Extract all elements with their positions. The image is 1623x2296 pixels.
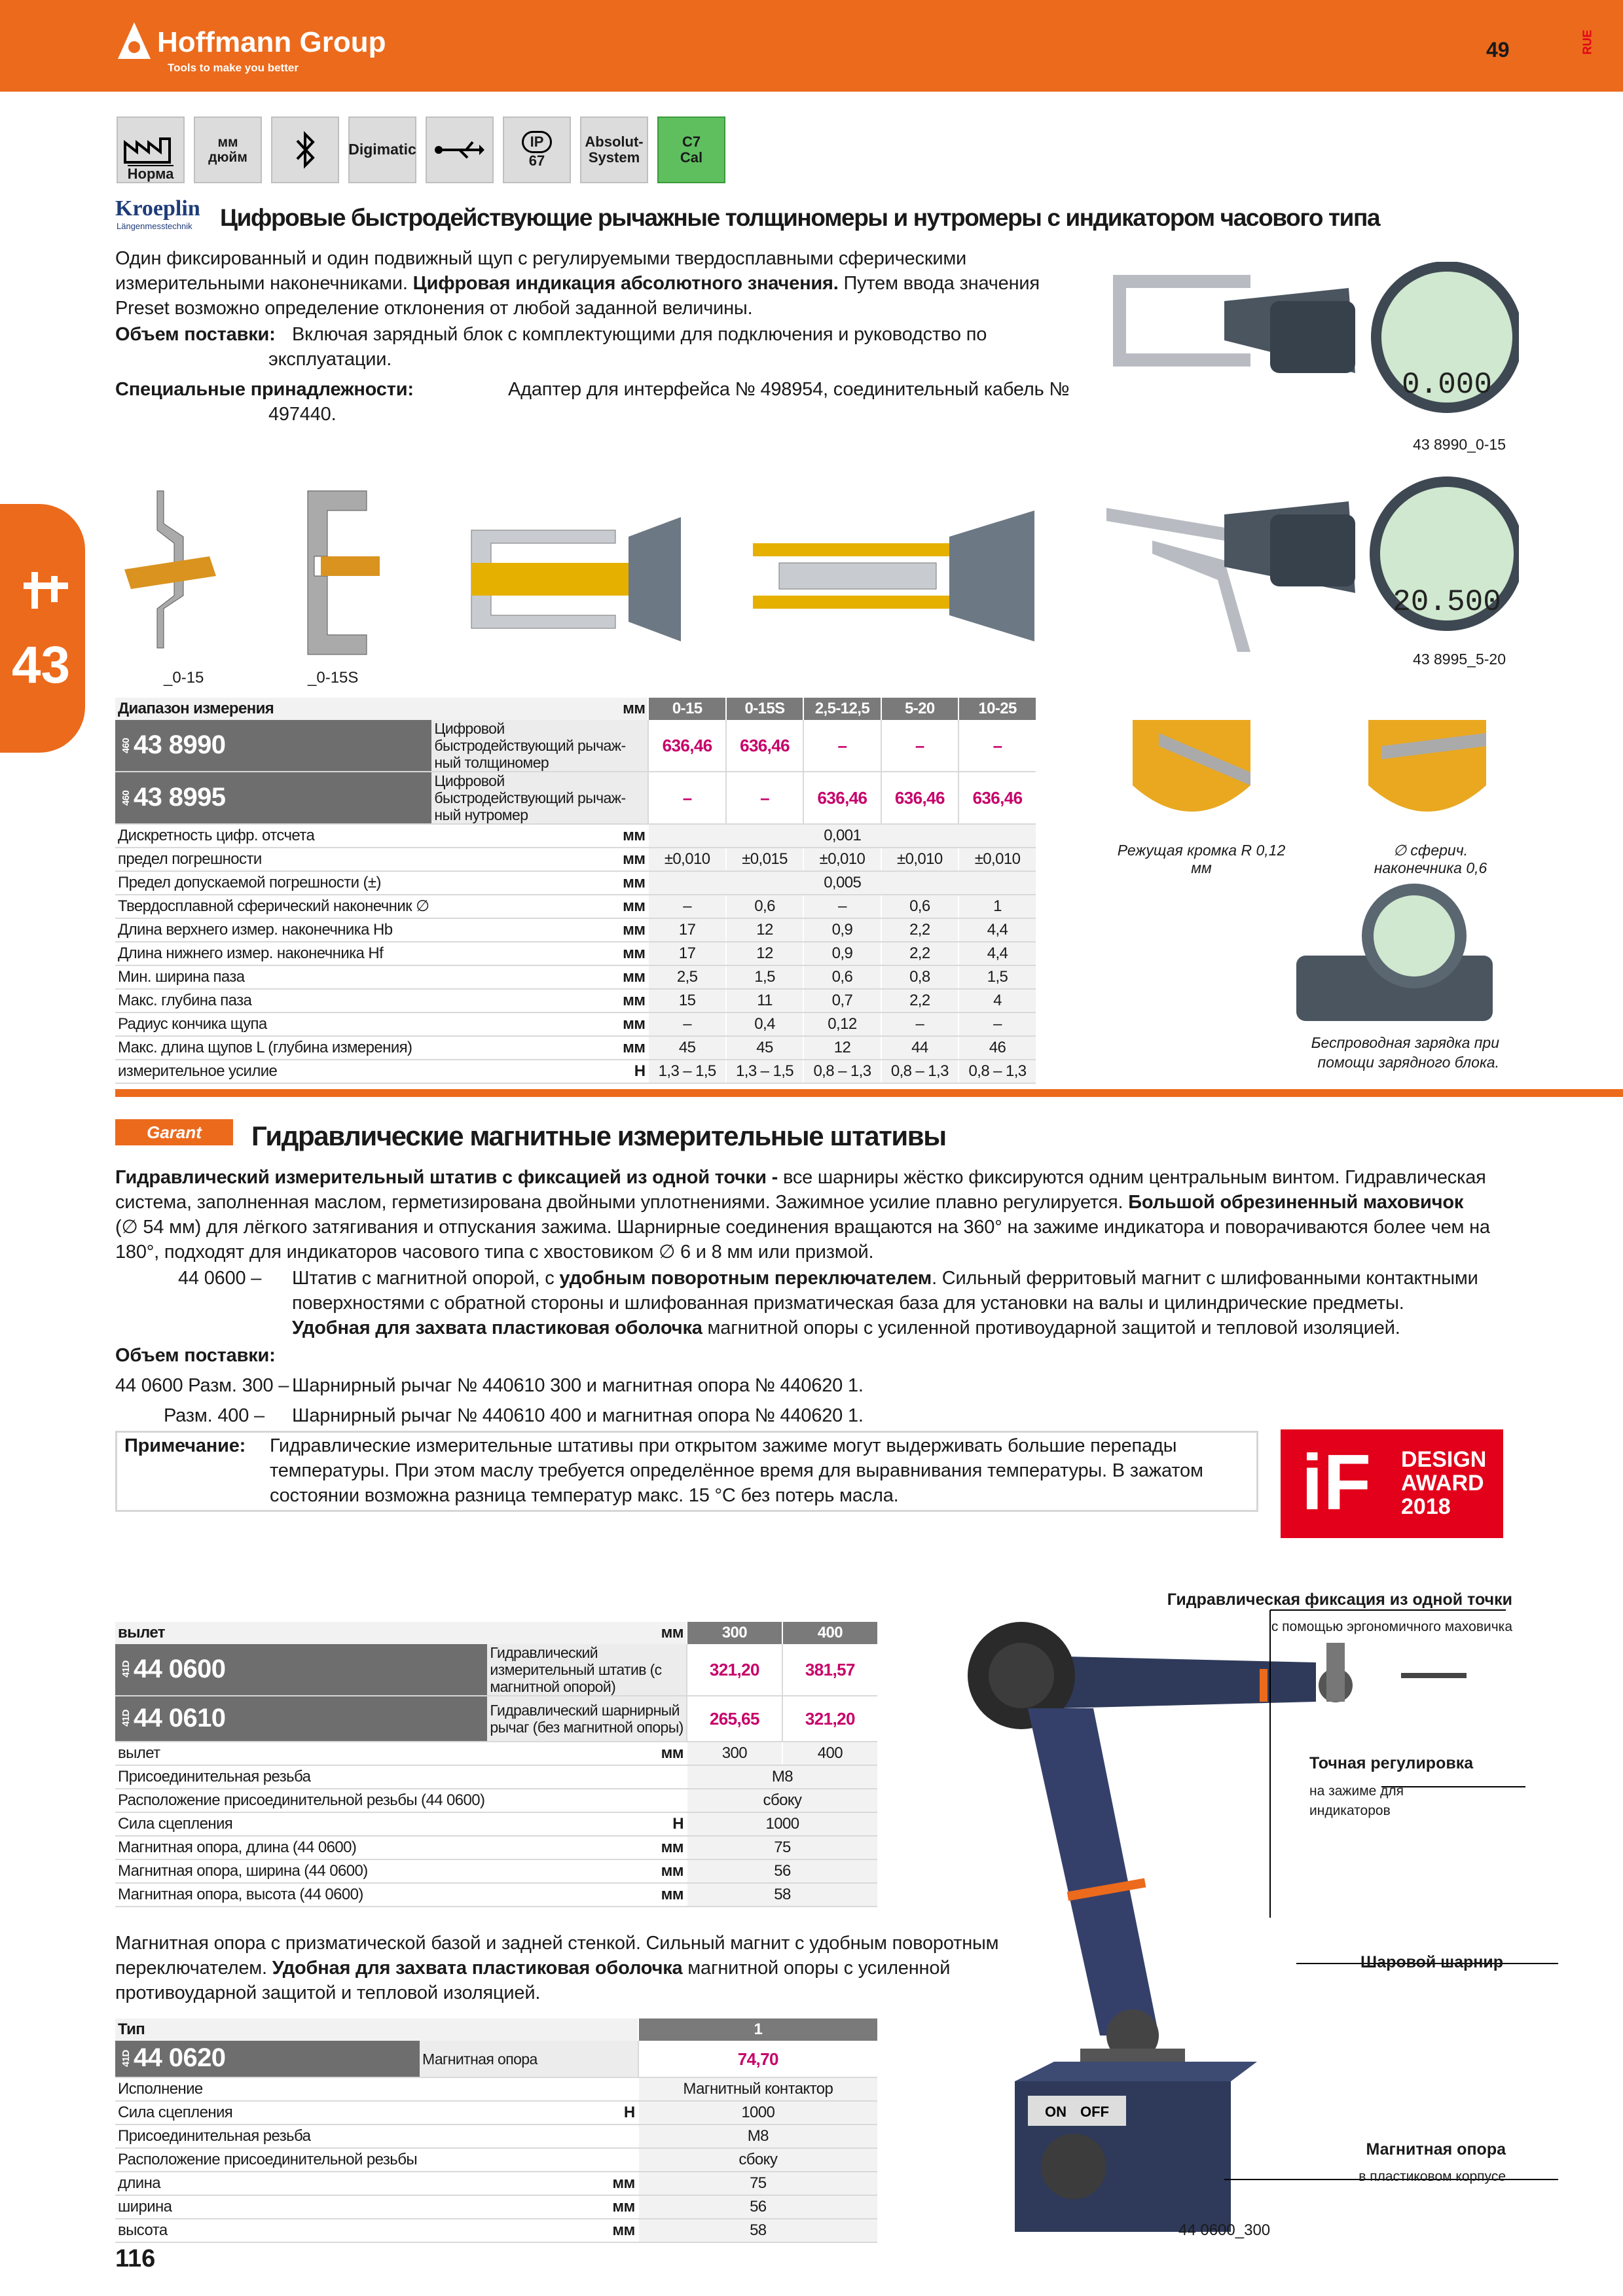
- page-number-bottom: 116: [115, 2245, 156, 2272]
- digimatic-icon: Digimatic: [348, 117, 416, 183]
- row-value: ±0,010: [648, 848, 725, 871]
- row-value: 0,8 – 1,3: [958, 1060, 1036, 1083]
- callout-2-sub: на зажиме для индикаторов: [1309, 1784, 1404, 1818]
- supply-line-1-text: Шарнирный рычаг № 440610 300 и магнитная опора № 440620 1.: [292, 1375, 864, 1396]
- row-value: 0,6: [803, 965, 881, 989]
- table-row: [115, 989, 1036, 1013]
- price-cell: 381,57: [782, 1644, 877, 1696]
- row-unit: Н: [420, 2101, 638, 2125]
- price-cell: –: [726, 772, 803, 824]
- table-row: [115, 942, 1036, 965]
- row-label: Радиус кончика щупа: [115, 1013, 431, 1036]
- units-icon: мм дюйм: [194, 117, 262, 183]
- table-row: [115, 848, 1036, 871]
- price-cell: –: [958, 720, 1036, 772]
- row-value: 56: [638, 2195, 877, 2219]
- row-value: 1,3 – 1,5: [726, 1060, 803, 1083]
- row-unit: [420, 2125, 638, 2148]
- row-unit: [420, 2148, 638, 2172]
- row-value: 75: [687, 1836, 877, 1859]
- row-label: предел погрешности: [115, 848, 431, 871]
- row-value: –: [881, 1013, 958, 1036]
- row-unit: мм: [431, 824, 648, 848]
- table-header-row: [115, 2018, 877, 2041]
- supply-line-2-text: Шарнирный рычаг № 440610 400 и магнитная опора № 440620 1.: [292, 1405, 864, 1426]
- article-number: 41D44 0600: [115, 1644, 487, 1696]
- diagram-thickness: [118, 484, 229, 661]
- row-label: Магнитная опора, высота (44 0600): [115, 1883, 487, 1907]
- supply-label-2: Объем поставки:: [115, 1345, 276, 1366]
- callout-4-sub: в пластиковом корпусе: [1359, 2169, 1506, 2184]
- note-label: Примечание:: [124, 1435, 246, 1456]
- supply-line-2-ref: Разм. 400 –: [164, 1405, 264, 1426]
- table-header-label: Тип: [115, 2018, 638, 2041]
- row-unit: мм: [487, 1836, 687, 1859]
- price-cell: 636,46: [881, 772, 958, 824]
- table-row: [115, 1812, 877, 1836]
- row-value: 1,5: [958, 965, 1036, 989]
- brand-tagline: Tools to make you better: [168, 62, 299, 74]
- column-header: 5-20: [881, 698, 958, 720]
- gauge-display-1: 0.000: [1401, 368, 1493, 402]
- table-row: [115, 1789, 877, 1812]
- row-value: 58: [687, 1883, 877, 1907]
- price-cell: –: [881, 720, 958, 772]
- article-row: [115, 772, 1036, 824]
- row-unit: мм: [431, 942, 648, 965]
- section2-title: Гидравлические магнитные измерительные штативы: [251, 1121, 946, 1151]
- table-row: [115, 871, 1036, 895]
- row-value: Магнитный контактор: [638, 2077, 877, 2101]
- column-header: 2,5-12,5: [803, 698, 881, 720]
- row-value: 56: [687, 1859, 877, 1883]
- row-value: 58: [638, 2219, 877, 2242]
- sphere-tip-image: [1355, 707, 1499, 838]
- row-unit: мм: [431, 1036, 648, 1060]
- table-row: [115, 2125, 877, 2148]
- brand-name: Hoffmann Group: [157, 26, 386, 58]
- row-value: 2,2: [881, 918, 958, 942]
- price-cell: 321,20: [687, 1644, 782, 1696]
- charging-caption: Беспроводная зарядка при помощи зарядного блока.: [1311, 1034, 1499, 1071]
- section1-intro: Один фиксированный и один подвижный щуп с регулируемыми твердосплавными сферическими измерительными наконечниками. Цифровая индикация абсолютного значения. Путем ввода значения Preset возможно определение отклонения от любой заданной величины.: [115, 248, 1040, 319]
- row-unit: мм: [431, 871, 648, 895]
- note-text: Гидравлические измерительные штативы при открытом зажиме могут выдерживать большие перепады температуры. При этом маслу требуется определённое время для выравнивания температуры. В зажатом состоянии возможна разница температур макс. 15 °C без потерь масла.: [270, 1435, 1203, 1506]
- row-value: 0,9: [803, 942, 881, 965]
- article-row: [115, 2041, 877, 2077]
- row-unit: мм: [420, 2219, 638, 2242]
- row-value: 75: [638, 2172, 877, 2195]
- diagram-thickness-s: [288, 484, 399, 661]
- row-label: Дискретность цифр. отсчета: [115, 824, 431, 848]
- row-label: Сила сцепления: [115, 2101, 420, 2125]
- row-value: 17: [648, 942, 725, 965]
- table-row: [115, 2172, 877, 2195]
- row-value: 4: [958, 989, 1036, 1013]
- table-row: [115, 918, 1036, 942]
- diagram-caption-2: _0-15S: [308, 669, 359, 687]
- page-number-top: 49: [1486, 38, 1510, 62]
- row-value: 1000: [638, 2101, 877, 2125]
- table-row: [115, 965, 1036, 989]
- row-value: 400: [782, 1742, 877, 1765]
- row-label: Твердосплавной сферический наконечник ∅: [115, 895, 431, 918]
- row-value: сбоку: [638, 2148, 877, 2172]
- spec-table-2: [115, 1622, 877, 1907]
- table-header-label: Диапазон измерения мм: [115, 698, 648, 720]
- row-value: сбоку: [687, 1789, 877, 1812]
- accessories-label: Специальные принадлежности:: [115, 379, 414, 400]
- row-value: 1,3 – 1,5: [648, 1060, 725, 1083]
- gauge-image-inner: [1100, 469, 1519, 658]
- table-row: [115, 1836, 877, 1859]
- price-cell: 636,46: [958, 772, 1036, 824]
- row-value: 0,001: [648, 824, 1036, 848]
- row-unit: мм: [431, 989, 648, 1013]
- row-label: Присоединительная резьба: [115, 2125, 420, 2148]
- row-value: 0,4: [726, 1013, 803, 1036]
- row-value: 0,12: [803, 1013, 881, 1036]
- row-unit: [487, 1765, 687, 1789]
- row-value: 11: [726, 989, 803, 1013]
- row-value: 0,6: [726, 895, 803, 918]
- row-value: 300: [687, 1742, 782, 1765]
- row-value: 2,2: [881, 989, 958, 1013]
- row-value: 2,2: [881, 942, 958, 965]
- row-unit: мм: [420, 2172, 638, 2195]
- row-label: Присоединительная резьба: [115, 1765, 487, 1789]
- table-header-row: [115, 698, 1036, 720]
- row-value: 1000: [687, 1812, 877, 1836]
- row-unit: [420, 2077, 638, 2101]
- row-value: 1: [958, 895, 1036, 918]
- row-value: 2,5: [648, 965, 725, 989]
- row-value: M8: [638, 2125, 877, 2148]
- row-value: ±0,010: [803, 848, 881, 871]
- row-value: –: [803, 895, 881, 918]
- section2-item-text: Штатив с магнитной опорой, с удобным поворотным переключателем. Сильный ферритовый магнит с шлифованными контактными поверхностями с обратной стороны и шлифованная призматическая база для установки на валы и цилиндрические предметы. Удобная для захвата пластиковая оболочка магнитной опоры с усиленной противоударной защитой и тепловой изоляцией.: [292, 1268, 1478, 1338]
- row-label: длина: [115, 2172, 420, 2195]
- price-cell: –: [803, 720, 881, 772]
- article-number: 46043 8990: [115, 720, 431, 772]
- article-number: 41D44 0620: [115, 2041, 420, 2077]
- switch-on-label: ON: [1045, 2104, 1067, 2120]
- row-unit: мм: [431, 895, 648, 918]
- row-unit: [487, 1789, 687, 1812]
- image-caption-2: 43 8995_5-20: [1413, 651, 1506, 668]
- article-row: [115, 720, 1036, 772]
- cutting-edge-image: [1120, 707, 1264, 838]
- row-value: 45: [648, 1036, 725, 1060]
- row-label: Сила сцепления: [115, 1812, 487, 1836]
- supply-line-1-ref: 44 0600 Разм. 300 –: [115, 1375, 289, 1396]
- hoffmann-logo-icon: [113, 18, 156, 64]
- spec-table-3: [115, 2018, 877, 2243]
- magnetic-base-text: Магнитная опора с призматической базой и задней стенкой. Сильный магнит с удобным поворотным переключателем. Удобная для захвата пластиковая оболочка магнитной опоры с усиленной противоударной защитой и тепловой изоляцией.: [115, 1933, 999, 2003]
- table-row: [115, 824, 1036, 848]
- row-value: 45: [726, 1036, 803, 1060]
- row-value: –: [648, 895, 725, 918]
- row-label: измерительное усилие: [115, 1060, 431, 1083]
- row-unit: мм: [420, 2195, 638, 2219]
- row-label: высота: [115, 2219, 420, 2242]
- table-row: [115, 1036, 1036, 1060]
- column-header: 10-25: [958, 698, 1036, 720]
- row-value: 4,4: [958, 918, 1036, 942]
- row-label: Макс. длина щупов L (глубина измерения): [115, 1036, 431, 1060]
- row-unit: мм: [431, 918, 648, 942]
- row-label: Магнитная опора, ширина (44 0600): [115, 1859, 487, 1883]
- column-header: 300: [687, 1622, 782, 1644]
- supply-label: Объем поставки:: [115, 324, 276, 345]
- caliper-icon: [20, 569, 72, 615]
- row-unit: Н: [431, 1060, 648, 1083]
- row-value: 0,8 – 1,3: [803, 1060, 881, 1083]
- spec-rows: [115, 824, 1036, 1083]
- switch-off-label: OFF: [1080, 2104, 1109, 2120]
- table-row: [115, 1013, 1036, 1036]
- article-description: Цифровой быстродействующий рычаж-ный нутромер: [431, 772, 648, 824]
- price-cell: 74,70: [638, 2041, 877, 2077]
- article-row: [115, 1644, 877, 1696]
- row-value: 12: [726, 918, 803, 942]
- price-cell: –: [648, 772, 725, 824]
- row-unit: мм: [487, 1883, 687, 1907]
- table-row: [115, 1859, 877, 1883]
- table-row: [115, 2219, 877, 2242]
- row-label: Длина верхнего измер. наконечника Hb: [115, 918, 431, 942]
- chapter-number: 43: [12, 636, 70, 694]
- row-unit: Н: [487, 1812, 687, 1836]
- diagram-outer-dims: [432, 497, 681, 668]
- kroeplin-logo: Kroeplin: [115, 196, 200, 221]
- row-value: 12: [803, 1036, 881, 1060]
- row-value: 1,5: [726, 965, 803, 989]
- absolut-system-icon: Absolut- System: [580, 117, 648, 183]
- table-row: [115, 2195, 877, 2219]
- table-row: [115, 1765, 877, 1789]
- price-cell: 265,65: [687, 1696, 782, 1742]
- article-description: Магнитная опора: [420, 2041, 638, 2077]
- article-description: Цифровой быстродействующий рычаж-ный толщиномер: [431, 720, 648, 772]
- row-label: Расположение присоединительной резьбы: [115, 2148, 420, 2172]
- diagram-inner-dims: [714, 497, 1041, 668]
- ip67-icon: IP 67: [503, 117, 571, 183]
- language-code: RUE: [1580, 29, 1594, 55]
- row-label: Исполнение: [115, 2077, 420, 2101]
- spec-rows: [115, 1742, 877, 1907]
- spec-rows: [115, 2077, 877, 2242]
- article-row: [115, 1696, 877, 1742]
- usb-icon: [426, 117, 494, 183]
- table-row: [115, 2101, 877, 2125]
- table-row: [115, 2077, 877, 2101]
- gauge-display-2: 20.500: [1393, 585, 1501, 619]
- row-value: 0,6: [881, 895, 958, 918]
- row-value: 0,005: [648, 871, 1036, 895]
- row-value: 44: [881, 1036, 958, 1060]
- column-header: 1: [638, 2018, 877, 2041]
- section-divider: [115, 1089, 1623, 1097]
- kroeplin-logo-sub: Längenmesstechnik: [117, 221, 192, 231]
- price-cell: 321,20: [782, 1696, 877, 1742]
- diagram-caption-1: _0-15: [164, 669, 204, 687]
- row-value: 12: [726, 942, 803, 965]
- row-value: 0,7: [803, 989, 881, 1013]
- row-value: ±0,010: [958, 848, 1036, 871]
- row-label: Макс. глубина паза: [115, 989, 431, 1013]
- row-label: вылет: [115, 1742, 487, 1765]
- callout-1-sub: с помощью эргономичного маховичка: [1271, 1619, 1512, 1634]
- row-value: ±0,015: [726, 848, 803, 871]
- stand-image-caption: 44 0600_300: [1178, 2221, 1271, 2239]
- image-caption-1: 43 8990_0-15: [1413, 436, 1506, 453]
- norm-icon: Норма: [117, 117, 185, 183]
- column-header: 0-15S: [726, 698, 803, 720]
- charging-image: [1283, 877, 1512, 1034]
- row-value: ±0,010: [881, 848, 958, 871]
- row-label: Мин. ширина паза: [115, 965, 431, 989]
- row-value: –: [958, 1013, 1036, 1036]
- bluetooth-icon: [271, 117, 339, 183]
- row-unit: мм: [487, 1742, 687, 1765]
- table-row: [115, 1883, 877, 1907]
- callout-4-title: Магнитная опора: [1366, 2140, 1506, 2159]
- award-text: DESIGN AWARD 2018: [1401, 1447, 1487, 1519]
- section1-title: Цифровые быстродействующие рычажные толщиномеры и нутромеры с индикатором часового типа: [220, 204, 1380, 231]
- article-number: 46043 8995: [115, 772, 431, 824]
- row-value: 17: [648, 918, 725, 942]
- row-label: ширина: [115, 2195, 420, 2219]
- table-row: [115, 895, 1036, 918]
- row-unit: мм: [487, 1859, 687, 1883]
- table-row: [115, 1742, 877, 1765]
- spec-table-1: [115, 698, 1036, 1084]
- row-value: M8: [687, 1765, 877, 1789]
- chapter-tab: [0, 504, 85, 753]
- article-description: Гидравлический шарнирный рычаг (без магнитной опоры): [487, 1696, 687, 1742]
- item-number-440600: 44 0600 –: [178, 1268, 262, 1289]
- article-number: 41D44 0610: [115, 1696, 487, 1742]
- callout-1-title: Гидравлическая фиксация из одной точки: [1167, 1590, 1512, 1609]
- row-label: Магнитная опора, длина (44 0600): [115, 1836, 487, 1859]
- accessories-text-2: 497440.: [268, 404, 337, 425]
- row-unit: мм: [431, 848, 648, 871]
- row-value: 0,8: [881, 965, 958, 989]
- price-cell: 636,46: [648, 720, 725, 772]
- row-value: 46: [958, 1036, 1036, 1060]
- callout-2-title: Точная регулировка: [1309, 1754, 1474, 1772]
- article-description: Гидравлический измерительный штатив (с магнитной опорой): [487, 1644, 687, 1696]
- accessories-text: Адаптер для интерфейса № 498954, соединительный кабель №: [508, 379, 1070, 400]
- calibration-icon: C7 Cal: [657, 117, 725, 183]
- supply-text: Включая зарядный блок с комплектующими для подключения и руководство по эксплуатации.: [268, 324, 987, 370]
- detail-caption-2: ∅ сферич. наконечника 0,6: [1374, 842, 1487, 876]
- table-header-row: [115, 1622, 877, 1644]
- row-value: –: [648, 1013, 725, 1036]
- row-label: Предел допускаемой погрешности (±): [115, 871, 431, 895]
- column-header: 0-15: [648, 698, 725, 720]
- table-row: [115, 1060, 1036, 1083]
- row-label: Длина нижнего измер. наконечника Hf: [115, 942, 431, 965]
- section2-intro: Гидравлический измерительный штатив с фиксацией из одной точки - все шарниры жёстко фиксируются одним центральным винтом. Гидравлическая система, заполненная маслом, герметизирована двойными уплотнениями. Зажимное усилие плавно регулируется. Большой обрезиненный маховичок (∅ 54 мм) для лёгкого затягивания и отпускания зажима. Шарнирные соединения вращаются на 360° на зажиме индикатора и поворачиваются более чем на 180°, подходят для индикаторов часового типа с хвостовиком ∅ 6 и 8 мм или призмой.: [115, 1167, 1490, 1263]
- row-value: 15: [648, 989, 725, 1013]
- table-row: [115, 2148, 877, 2172]
- row-unit: мм: [431, 965, 648, 989]
- row-value: 0,9: [803, 918, 881, 942]
- table-header-label: вылет мм: [115, 1622, 687, 1644]
- if-logo: iF: [1301, 1439, 1372, 1526]
- row-value: 0,8 – 1,3: [881, 1060, 958, 1083]
- row-unit: мм: [431, 1013, 648, 1036]
- gauge-image-outer: [1100, 262, 1519, 425]
- garant-logo: Garant: [115, 1119, 233, 1145]
- row-label: Расположение присоединительной резьбы (44 0600): [115, 1789, 487, 1812]
- price-cell: 636,46: [726, 720, 803, 772]
- price-cell: 636,46: [803, 772, 881, 824]
- column-header: 400: [782, 1622, 877, 1644]
- row-value: 4,4: [958, 942, 1036, 965]
- callout-3-title: Шаровой шарнир: [1360, 1953, 1503, 1971]
- detail-caption-1: Режущая кромка R 0,12 мм: [1117, 842, 1286, 876]
